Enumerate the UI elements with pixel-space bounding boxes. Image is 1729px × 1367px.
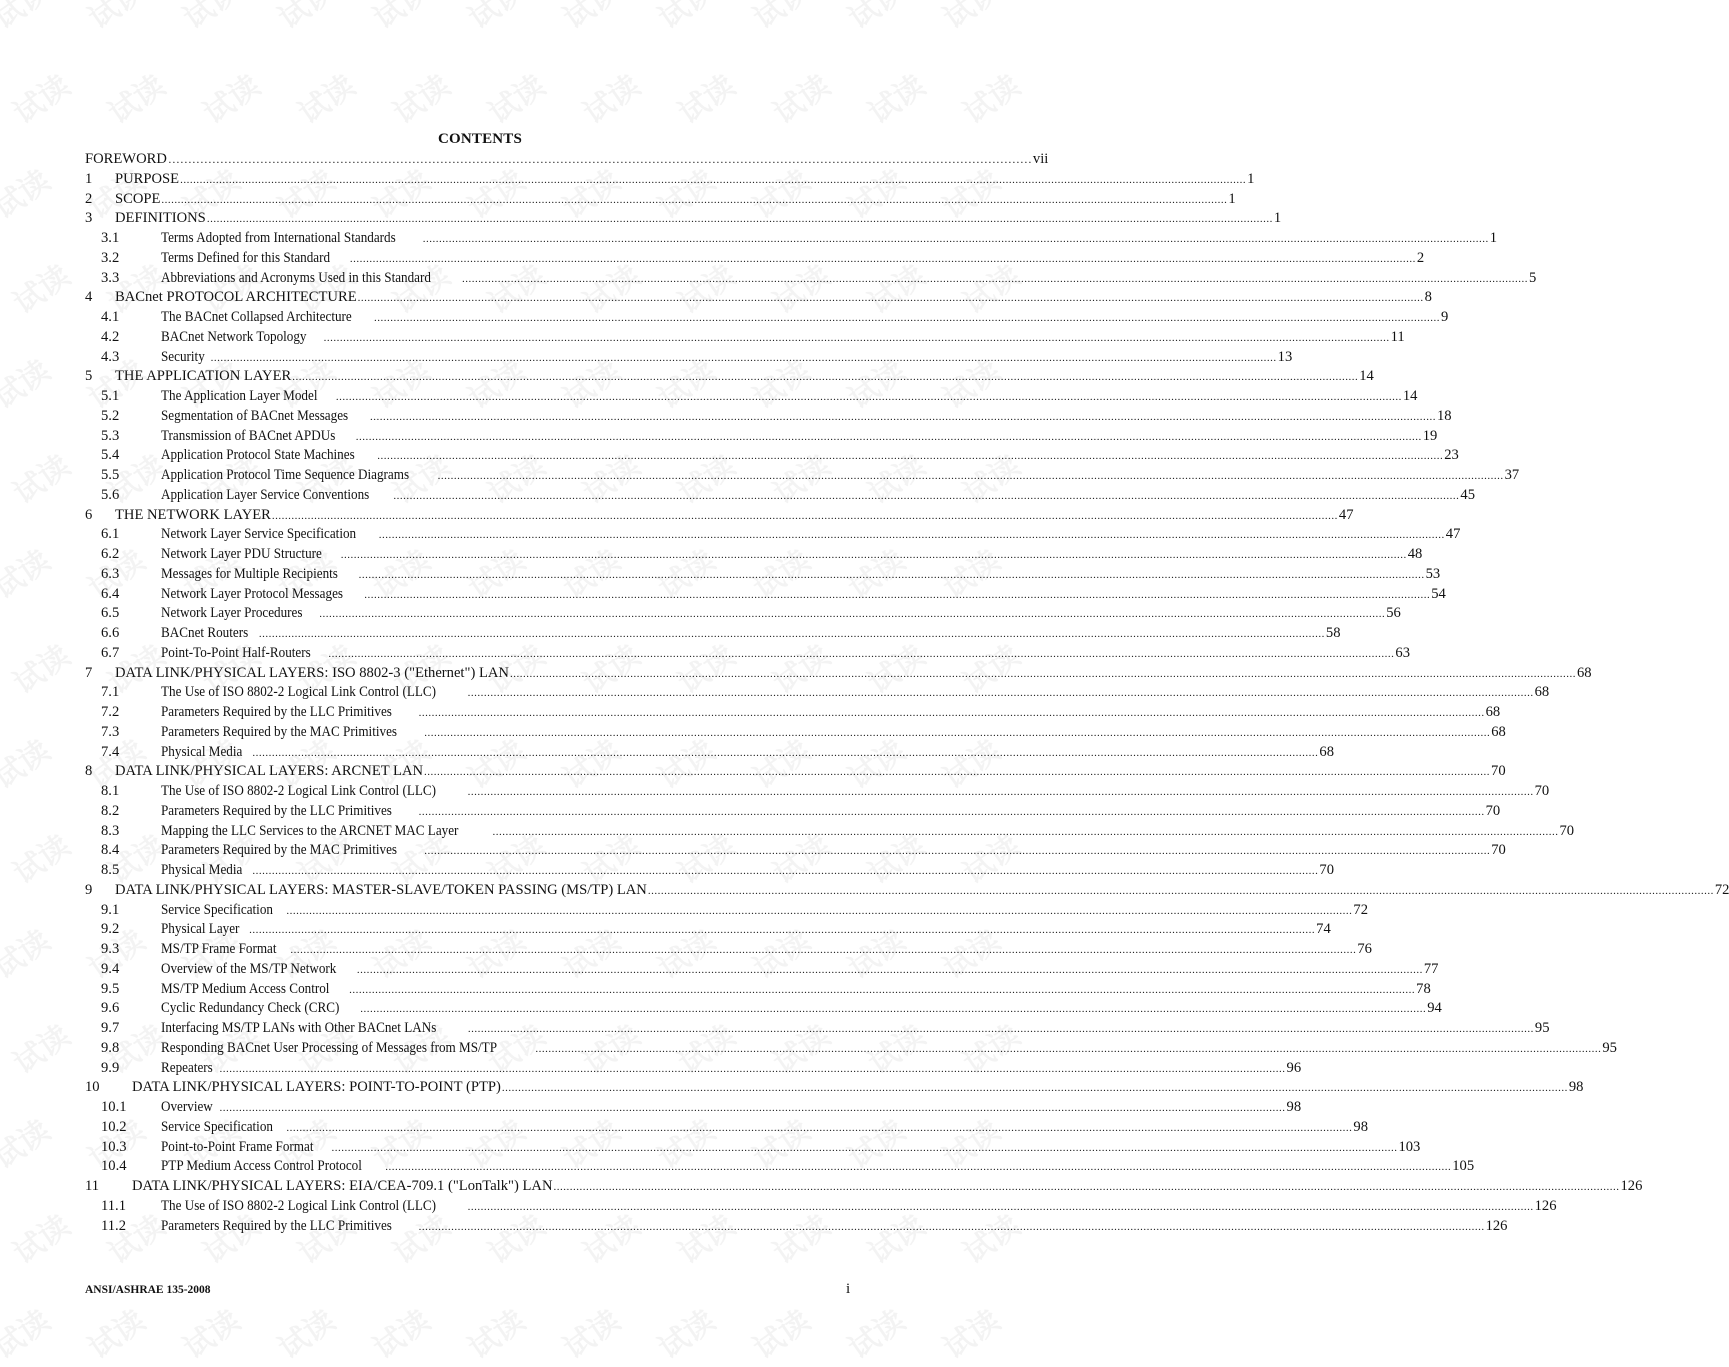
- toc-title: Terms Defined for this Standard: [161, 249, 331, 266]
- toc-title: DATA LINK/PHYSICAL LAYERS: MASTER-SLAVE/TOKEN PASSING (MS/TP) LAN: [115, 881, 647, 898]
- toc-number: 9.3: [101, 941, 120, 957]
- toc-number: 9.7: [101, 1020, 120, 1036]
- toc-title: The Use of ISO 8802-2 Logical Link Control (LLC): [161, 1197, 437, 1214]
- toc-page-number: 95: [1534, 1020, 1550, 1036]
- toc-page-number: 70: [1559, 822, 1575, 839]
- toc-number: 7: [85, 664, 93, 681]
- toc-number: 4.2: [101, 328, 120, 345]
- toc-number: 3.3: [101, 269, 120, 286]
- dot-leader: [424, 724, 1490, 744]
- dot-leader: [423, 230, 1489, 250]
- dot-leader: [370, 408, 1436, 428]
- dot-leader: [424, 763, 1490, 783]
- toc-subsection[interactable]: [85, 1039, 1617, 1059]
- dot-leader: [207, 210, 1273, 230]
- toc-number: 3.2: [101, 249, 120, 266]
- dot-leader: [535, 1040, 1601, 1060]
- toc-number: 5.6: [101, 486, 120, 503]
- toc-subsection[interactable]: [85, 407, 1452, 427]
- dot-leader: [161, 191, 1227, 211]
- toc-page-number: 70: [1534, 783, 1550, 799]
- dot-leader: [349, 981, 1415, 1001]
- dot-leader: [360, 1000, 1426, 1020]
- toc-number: 2: [85, 190, 93, 207]
- footer-page-number: i: [846, 1281, 851, 1297]
- toc-subsection[interactable]: [85, 1118, 1368, 1138]
- dot-leader: [328, 645, 1394, 665]
- toc-title: Security: [161, 348, 205, 365]
- toc-page-number: 70: [1491, 763, 1506, 780]
- toc-page-number: 68: [1576, 664, 1592, 681]
- toc-title: Network Layer Protocol Messages: [161, 585, 344, 602]
- dot-leader: [492, 823, 1558, 843]
- toc-title: BACnet Network Topology: [161, 328, 307, 345]
- dot-leader: [468, 684, 1534, 704]
- toc-number: 6.4: [101, 585, 120, 602]
- toc-title: Transmission of BACnet APDUs: [161, 427, 336, 444]
- toc-subsection[interactable]: [85, 1098, 1302, 1118]
- dot-leader: [220, 1060, 1286, 1080]
- toc-title: Physical Layer: [161, 921, 240, 938]
- toc-page-number: 14: [1402, 388, 1418, 404]
- toc-title: MS/TP Frame Format: [161, 941, 277, 957]
- dot-leader: [502, 1079, 1568, 1099]
- toc-page-number: 48: [1407, 546, 1423, 562]
- toc-section[interactable]: [85, 170, 1255, 190]
- toc-page-number: 9: [1440, 309, 1449, 325]
- toc-title: Point-To-Point Half-Routers: [161, 644, 311, 661]
- toc-number: 7.2: [101, 704, 120, 720]
- toc-subsection[interactable]: [85, 229, 1498, 249]
- toc-number: 10.4: [101, 1158, 127, 1175]
- toc-number: 9.9: [101, 1059, 120, 1076]
- toc-title: DATA LINK/PHYSICAL LAYERS: ISO 8802-3 ("Ethernet") LAN: [115, 664, 509, 681]
- dot-leader: [358, 289, 1424, 309]
- dot-leader: [419, 704, 1485, 724]
- toc-subsection[interactable]: [85, 1157, 1475, 1177]
- toc-number: 3: [85, 210, 93, 227]
- toc-page-number: 94: [1427, 1000, 1442, 1017]
- dot-leader: [379, 526, 1445, 546]
- toc-title: Application Protocol Time Sequence Diagrams: [161, 467, 410, 483]
- toc-page-number: 47: [1338, 506, 1354, 523]
- dot-leader: [211, 349, 1277, 369]
- toc-subsection[interactable]: [85, 999, 1442, 1019]
- toc-title: Physical Media: [161, 862, 243, 878]
- toc-number: 10.3: [101, 1138, 127, 1155]
- toc-subsection[interactable]: [85, 703, 1501, 723]
- toc-number: 8.3: [101, 822, 120, 839]
- toc-subsection[interactable]: [85, 960, 1439, 980]
- toc-page-number: 1: [1228, 190, 1236, 207]
- toc-subsection[interactable]: [85, 980, 1431, 1000]
- toc-title: Point-to-Point Frame Format: [161, 1138, 314, 1155]
- toc-title: Parameters Required by the LLC Primitives: [161, 1217, 392, 1234]
- toc-page-number: 70: [1485, 802, 1501, 819]
- toc-title: Overview: [161, 1099, 213, 1115]
- dot-leader: [648, 882, 1714, 902]
- toc-subsection[interactable]: [85, 249, 1425, 269]
- toc-title: Messages for Multiple Recipients: [161, 565, 338, 582]
- dot-leader: [292, 368, 1358, 388]
- dot-leader: [249, 921, 1315, 941]
- toc-subsection[interactable]: [85, 427, 1438, 447]
- toc-title: The Application Layer Model: [161, 388, 318, 404]
- dot-leader: [377, 447, 1443, 467]
- toc-number: 4.1: [101, 309, 120, 325]
- toc-title: Interfacing MS/TP LANs with Other BACnet LANs: [161, 1020, 437, 1036]
- dot-leader: [252, 862, 1318, 882]
- toc-number: 5.1: [101, 388, 120, 404]
- toc-section[interactable]: [85, 1078, 1584, 1098]
- dot-leader: [168, 150, 1032, 171]
- toc-page-number: 98: [1353, 1118, 1368, 1135]
- toc-section[interactable]: [85, 367, 1374, 387]
- toc-number: 7.4: [101, 743, 120, 760]
- toc-number: 6.6: [101, 625, 120, 641]
- toc-page-number: 63: [1395, 644, 1410, 661]
- toc-title: Parameters Required by the LLC Primitives: [161, 704, 392, 720]
- toc-page-number: 72: [1353, 901, 1368, 918]
- toc-title: Parameters Required by the LLC Primitives: [161, 802, 392, 819]
- dot-leader: [419, 803, 1485, 823]
- toc-page-number: 19: [1422, 427, 1438, 444]
- toc-page-number: 70: [1491, 842, 1506, 859]
- toc-page-number: 23: [1444, 447, 1459, 464]
- toc-page-number: 68: [1534, 684, 1550, 701]
- toc-title: Application Protocol State Machines: [161, 447, 355, 464]
- toc-number: 7.1: [101, 684, 120, 701]
- toc-title: Segmentation of BACnet Messages: [161, 407, 349, 424]
- toc-subsection[interactable]: [85, 743, 1334, 763]
- toc-page-number: 8: [1424, 289, 1432, 306]
- toc-page-number: 58: [1325, 625, 1341, 641]
- toc-number: 8.1: [101, 783, 120, 799]
- toc-title: PTP Medium Access Control Protocol: [161, 1158, 362, 1175]
- toc-page-number: 126: [1485, 1217, 1508, 1234]
- toc-page-number: 76: [1357, 941, 1372, 957]
- toc-subsection[interactable]: [85, 644, 1410, 664]
- toc-section[interactable]: [85, 288, 1432, 308]
- dot-leader: [290, 941, 1356, 961]
- toc-page-number: 1: [1273, 210, 1282, 227]
- toc-section[interactable]: [85, 1177, 1643, 1197]
- toc-subsection[interactable]: [85, 348, 1293, 368]
- toc-subsection[interactable]: [85, 604, 1401, 624]
- toc-number: 8: [85, 763, 93, 780]
- watermark-text: [953, 62, 1027, 132]
- toc-number: 9.5: [101, 980, 120, 997]
- toc-number: 8.2: [101, 802, 120, 819]
- toc-subsection[interactable]: [85, 624, 1341, 644]
- toc-number: 9.6: [101, 1000, 120, 1017]
- toc-page-number: 47: [1445, 526, 1461, 543]
- toc-title: Abbreviations and Acronyms Used in this Standard: [161, 269, 431, 286]
- dot-leader: [252, 744, 1318, 764]
- toc-number: 5: [85, 368, 93, 385]
- toc-title: DATA LINK/PHYSICAL LAYERS: ARCNET LAN: [115, 763, 424, 780]
- dot-leader: [374, 309, 1440, 329]
- toc-subsection[interactable]: [85, 782, 1550, 802]
- toc-number: 6: [85, 506, 93, 523]
- toc-number: 1: [85, 170, 93, 187]
- dot-leader: [259, 625, 1325, 645]
- toc-subsection[interactable]: [85, 466, 1520, 486]
- toc-page-number: 11: [1390, 328, 1405, 345]
- toc-title: The Use of ISO 8802-2 Logical Link Control (LLC): [161, 684, 437, 701]
- toc-title: Network Layer Service Specification: [161, 526, 357, 543]
- toc-page-number: 13: [1277, 348, 1293, 365]
- toc-title: Cyclic Redundancy Check (CRC): [161, 1000, 340, 1017]
- toc-page-number: 14: [1359, 368, 1374, 385]
- dot-leader: [336, 388, 1402, 408]
- toc-subsection[interactable]: [85, 1138, 1421, 1158]
- toc-subsection[interactable]: [85, 683, 1550, 703]
- toc-page-number: 95: [1602, 1039, 1617, 1056]
- toc-title: Physical Media: [161, 743, 243, 760]
- dot-leader: [468, 1198, 1534, 1218]
- toc-page-number: 126: [1620, 1178, 1643, 1194]
- toc-number: 9.8: [101, 1039, 120, 1056]
- toc-title: Service Specification: [161, 901, 273, 918]
- table-of-contents: [85, 150, 1729, 1236]
- toc-number: 8.5: [101, 862, 120, 878]
- dot-leader: [364, 586, 1430, 606]
- toc-number: 9.1: [101, 901, 120, 918]
- toc-title: Parameters Required by the MAC Primitives: [161, 842, 398, 859]
- toc-subsection[interactable]: [85, 920, 1331, 940]
- dot-leader: [438, 467, 1504, 487]
- toc-number: 6.5: [101, 605, 120, 622]
- toc-page-number: 53: [1425, 565, 1441, 582]
- toc-title: The Use of ISO 8802-2 Logical Link Control (LLC): [161, 783, 437, 799]
- toc-page-number: 2: [1416, 249, 1425, 266]
- toc-title: Responding BACnet User Processing of Messages from MS/TP: [161, 1039, 498, 1056]
- toc-subsection[interactable]: [85, 723, 1506, 743]
- toc-title: Overview of the MS/TP Network: [161, 960, 337, 977]
- toc-title: Network Layer Procedures: [161, 605, 303, 622]
- toc-subsection[interactable]: [85, 585, 1446, 605]
- toc-title: Repeaters: [161, 1059, 213, 1076]
- toc-page-number: 70: [1319, 862, 1334, 878]
- toc-title: Terms Adopted from International Standards: [161, 230, 396, 246]
- toc-title: THE NETWORK LAYER: [115, 506, 271, 523]
- toc-page-number: 105: [1452, 1158, 1475, 1175]
- toc-subsection[interactable]: [85, 1197, 1557, 1217]
- toc-section[interactable]: [85, 881, 1729, 901]
- dot-leader: [341, 546, 1407, 566]
- toc-title: DATA LINK/PHYSICAL LAYERS: POINT-TO-POINT (PTP): [132, 1079, 501, 1096]
- toc-title: The BACnet Collapsed Architecture: [161, 309, 352, 325]
- toc-title: MS/TP Medium Access Control: [161, 980, 330, 997]
- dot-leader: [220, 1099, 1286, 1119]
- toc-subsection[interactable]: [85, 901, 1368, 921]
- toc-number: 10: [85, 1079, 100, 1096]
- toc-number: 7.3: [101, 723, 120, 740]
- toc-number: 9.2: [101, 921, 120, 938]
- toc-page-number: 68: [1319, 743, 1334, 760]
- toc-number: 5.3: [101, 427, 120, 444]
- dot-leader: [468, 1020, 1534, 1040]
- toc-title: BACnet Routers: [161, 625, 249, 641]
- toc-page-number: 37: [1504, 467, 1520, 483]
- toc-number: 5.5: [101, 467, 120, 483]
- toc-page-number: 96: [1286, 1059, 1302, 1076]
- toc-title: PURPOSE: [115, 170, 180, 187]
- toc-section[interactable]: [85, 664, 1592, 684]
- toc-number: 10.2: [101, 1118, 127, 1135]
- dot-leader: [356, 428, 1422, 448]
- toc-subsection[interactable]: [85, 525, 1461, 545]
- dot-leader: [350, 250, 1416, 270]
- dot-leader: [554, 1178, 1620, 1198]
- dot-leader: [393, 487, 1459, 507]
- toc-number: 11: [85, 1178, 100, 1194]
- toc-subsection[interactable]: [85, 565, 1441, 585]
- dot-leader: [180, 171, 1246, 191]
- toc-number: 6.7: [101, 644, 120, 661]
- toc-number: 6.3: [101, 565, 120, 582]
- toc-page-number: 98: [1568, 1079, 1584, 1096]
- toc-page-number: 45: [1460, 486, 1476, 503]
- toc-number: 11.2: [101, 1217, 126, 1234]
- toc-number: 8.4: [101, 842, 120, 859]
- dot-leader: [331, 1139, 1397, 1159]
- toc-title: Mapping the LLC Services to the ARCNET MAC Layer: [161, 822, 459, 839]
- toc-page-number: 68: [1485, 704, 1501, 720]
- toc-subsection[interactable]: [85, 1217, 1508, 1237]
- toc-title: THE APPLICATION LAYER: [115, 368, 292, 385]
- dot-leader: [324, 329, 1390, 349]
- toc-page-number: 68: [1491, 723, 1506, 740]
- toc-number: 6.2: [101, 546, 120, 562]
- toc-page-number: 103: [1398, 1138, 1421, 1155]
- toc-title: BACnet PROTOCOL ARCHITECTURE: [115, 289, 357, 306]
- dot-leader: [272, 507, 1338, 527]
- toc-page-number: 126: [1534, 1197, 1557, 1214]
- toc-subsection[interactable]: [85, 822, 1575, 842]
- toc-subsection[interactable]: [85, 308, 1449, 328]
- toc-title: Network Layer PDU Structure: [161, 546, 322, 562]
- toc-section[interactable]: [85, 209, 1282, 229]
- dot-leader: [468, 783, 1534, 803]
- toc-subsection[interactable]: [85, 486, 1476, 506]
- toc-section[interactable]: [85, 150, 1049, 170]
- toc-title: DEFINITIONS: [115, 210, 206, 227]
- toc-page-number: 78: [1416, 980, 1431, 997]
- dot-leader: [462, 270, 1528, 290]
- toc-page-number: 98: [1286, 1099, 1302, 1115]
- toc-title: Application Layer Service Conventions: [161, 486, 370, 503]
- toc-title: FOREWORD: [85, 151, 167, 167]
- toc-section[interactable]: [85, 190, 1236, 210]
- toc-page-number: 74: [1316, 921, 1331, 938]
- toc-subsection[interactable]: [85, 1019, 1550, 1039]
- toc-subsection[interactable]: [85, 841, 1506, 861]
- dot-leader: [385, 1158, 1451, 1178]
- toc-page-number: 18: [1436, 407, 1452, 424]
- toc-title: Service Specification: [161, 1118, 273, 1135]
- toc-number: 3.1: [101, 230, 120, 246]
- toc-title: SCOPE: [115, 190, 161, 207]
- dot-leader: [286, 1119, 1352, 1139]
- toc-page-number: vii: [1032, 151, 1049, 167]
- toc-section[interactable]: [85, 506, 1354, 526]
- toc-subsection[interactable]: [85, 545, 1423, 565]
- toc-number: 9: [85, 881, 93, 898]
- toc-number: 6.1: [101, 526, 120, 543]
- toc-page-number: 77: [1423, 960, 1439, 977]
- dot-leader: [510, 665, 1576, 685]
- toc-subsection[interactable]: [85, 328, 1405, 348]
- toc-section[interactable]: [85, 762, 1506, 782]
- dot-leader: [424, 842, 1490, 862]
- toc-number: 4.3: [101, 348, 120, 365]
- toc-number: 5.4: [101, 447, 120, 464]
- toc-page-number: 5: [1528, 269, 1537, 286]
- toc-number: 4: [85, 289, 93, 306]
- toc-subsection[interactable]: [85, 446, 1459, 466]
- toc-subsection[interactable]: [85, 802, 1501, 822]
- toc-title: DATA LINK/PHYSICAL LAYERS: EIA/CEA-709.1 ("LonTalk") LAN: [132, 1178, 553, 1194]
- toc-page-number: 56: [1386, 605, 1401, 622]
- toc-subsection[interactable]: [85, 269, 1537, 289]
- toc-number: 11.1: [101, 1197, 126, 1214]
- toc-number: 5.2: [101, 407, 120, 424]
- toc-subsection[interactable]: [85, 940, 1372, 960]
- toc-page-number: 72: [1714, 881, 1729, 898]
- toc-page-number: 54: [1431, 585, 1446, 602]
- dot-leader: [359, 566, 1425, 586]
- toc-title: Parameters Required by the MAC Primitives: [161, 723, 398, 740]
- dot-leader: [419, 1218, 1485, 1238]
- toc-number: 10.1: [101, 1099, 127, 1115]
- toc-page-number: 1: [1247, 170, 1255, 187]
- toc-subsection[interactable]: [85, 1059, 1302, 1079]
- footer-standard-label: ANSI/ASHRAE 135-2008: [85, 1284, 211, 1296]
- toc-subsection[interactable]: [85, 387, 1418, 407]
- page-title: CONTENTS: [437, 131, 523, 147]
- dot-leader: [357, 961, 1423, 981]
- dot-leader: [319, 605, 1385, 625]
- toc-subsection[interactable]: [85, 861, 1334, 881]
- toc-number: 9.4: [101, 960, 120, 977]
- toc-page-number: 1: [1489, 230, 1498, 246]
- dot-leader: [286, 902, 1352, 922]
